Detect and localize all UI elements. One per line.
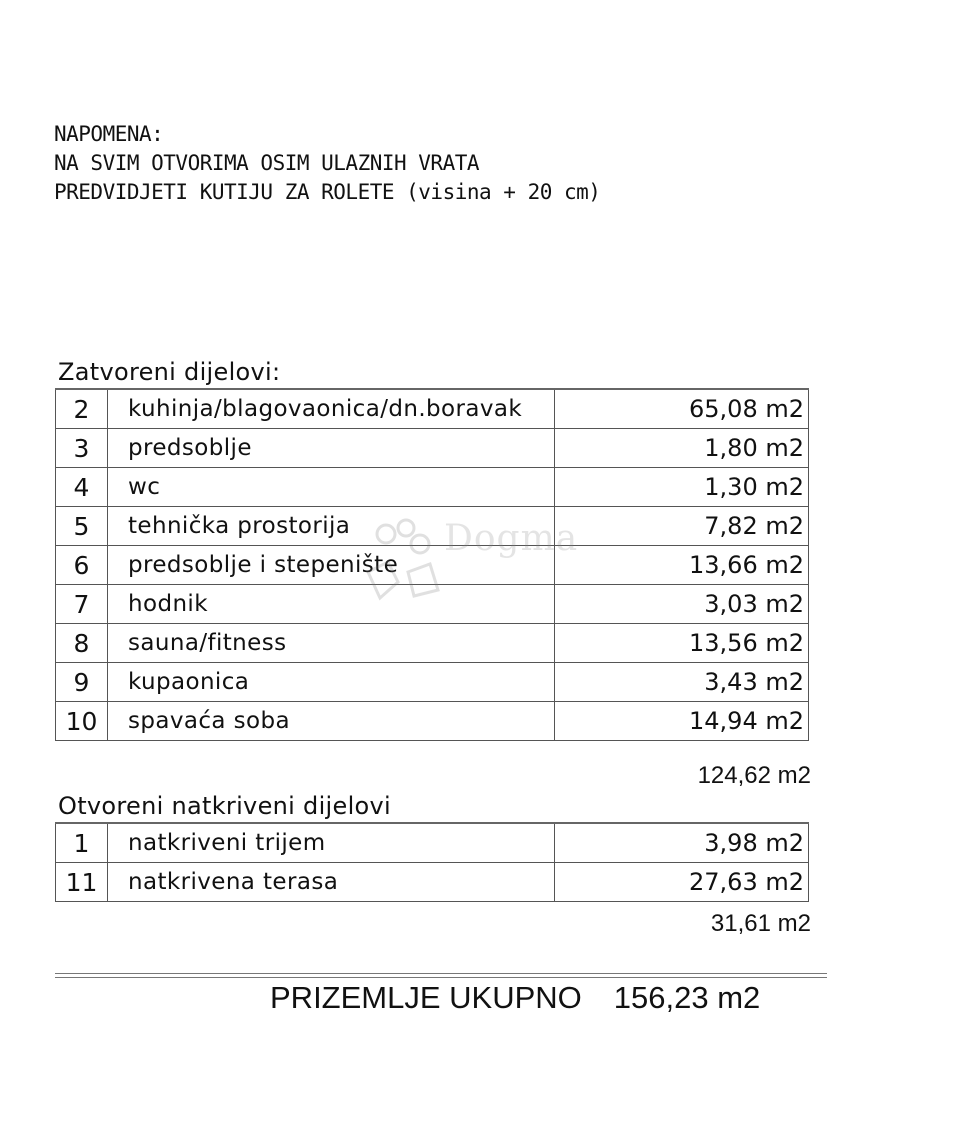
watermark-text: Dogma bbox=[444, 518, 579, 559]
room-name: predsoblje i stepenište bbox=[108, 546, 555, 585]
closed-areas-table bbox=[55, 388, 809, 741]
open-section-title: Otvoreni natkriveni dijelovi bbox=[58, 792, 391, 820]
room-name: sauna/fitness bbox=[108, 624, 555, 663]
table-row bbox=[56, 389, 809, 429]
room-number: 2 bbox=[56, 389, 108, 429]
grand-total bbox=[270, 980, 760, 1016]
closed-section-title: Zatvoreni dijelovi: bbox=[58, 358, 281, 386]
room-name: natkrivena terasa bbox=[108, 863, 555, 902]
note-line-2: PREDVIDJETI KUTIJU ZA ROLETE (visina + 20 cm) bbox=[54, 180, 601, 204]
table-row bbox=[56, 823, 809, 863]
table-row bbox=[56, 546, 809, 585]
table-row bbox=[56, 663, 809, 702]
room-area: 27,63 m2 bbox=[555, 863, 809, 902]
room-name: hodnik bbox=[108, 585, 555, 624]
room-number: 7 bbox=[56, 585, 108, 624]
room-number: 6 bbox=[56, 546, 108, 585]
room-area: 1,30 m2 bbox=[555, 468, 809, 507]
room-area: 14,94 m2 bbox=[555, 702, 809, 741]
room-area: 1,80 m2 bbox=[555, 429, 809, 468]
room-name: wc bbox=[108, 468, 555, 507]
table-row bbox=[56, 585, 809, 624]
total-divider-inner bbox=[55, 977, 827, 978]
room-name: natkriveni trijem bbox=[108, 823, 555, 863]
open-subtotal: 31,61 m2 bbox=[710, 910, 811, 937]
table-row bbox=[56, 429, 809, 468]
room-number: 3 bbox=[56, 429, 108, 468]
total-divider bbox=[55, 973, 827, 974]
room-area: 13,66 m2 bbox=[555, 546, 809, 585]
table-row bbox=[56, 624, 809, 663]
note-heading: NAPOMENA: bbox=[54, 122, 164, 146]
room-area: 65,08 m2 bbox=[555, 389, 809, 429]
table-row bbox=[56, 468, 809, 507]
open-areas-table bbox=[55, 822, 809, 902]
note-block bbox=[54, 120, 600, 207]
grand-total-value: 156,23 m2 bbox=[613, 980, 761, 1015]
room-number: 9 bbox=[56, 663, 108, 702]
room-name: tehnička prostorija bbox=[108, 507, 555, 546]
room-number: 1 bbox=[56, 823, 108, 863]
table-row bbox=[56, 863, 809, 902]
room-name: kupaonica bbox=[108, 663, 555, 702]
room-area: 3,03 m2 bbox=[555, 585, 809, 624]
table-row bbox=[56, 507, 809, 546]
room-number: 5 bbox=[56, 507, 108, 546]
room-name: predsoblje bbox=[108, 429, 555, 468]
note-line-1: NA SVIM OTVORIMA OSIM ULAZNIH VRATA bbox=[54, 151, 480, 175]
table-row bbox=[56, 702, 809, 741]
room-number: 4 bbox=[56, 468, 108, 507]
room-area: 3,98 m2 bbox=[555, 823, 809, 863]
room-number: 10 bbox=[56, 702, 108, 741]
room-area: 7,82 m2 bbox=[555, 507, 809, 546]
room-area: 3,43 m2 bbox=[555, 663, 809, 702]
room-number: 11 bbox=[56, 863, 108, 902]
room-name: kuhinja/blagovaonica/dn.boravak bbox=[108, 389, 555, 429]
grand-total-label: PRIZEMLJE UKUPNO bbox=[270, 980, 582, 1015]
room-area: 13,56 m2 bbox=[555, 624, 809, 663]
closed-subtotal: 124,62 m2 bbox=[697, 762, 811, 789]
room-number: 8 bbox=[56, 624, 108, 663]
room-name: spavaća soba bbox=[108, 702, 555, 741]
